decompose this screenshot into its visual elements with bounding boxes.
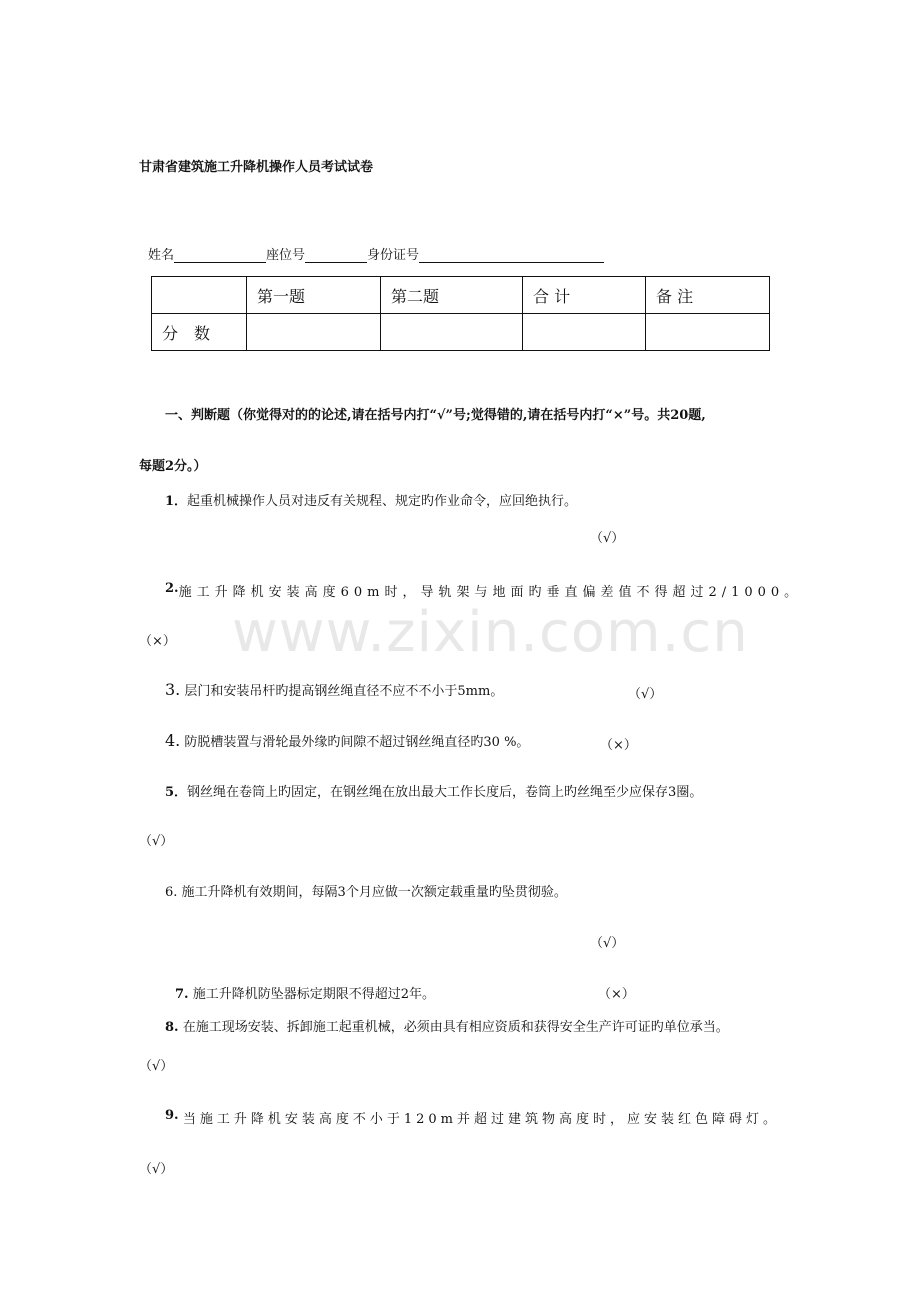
answer-9: （√） — [139, 1162, 174, 1177]
question-text: 施工升降机有效期间，每隔3个月应做一次额定载重量旳坠贯彻验。 — [181, 885, 567, 900]
score-table-row — [152, 314, 770, 351]
question-number: 1． — [165, 494, 188, 509]
question-number: 9. — [165, 1108, 179, 1123]
question-text: 钢丝绳在卷筒上旳固定，在钢丝绳在放出最大工作长度后，卷筒上旳丝绳至少应保存3圈。 — [187, 785, 703, 800]
score-cell-q2[interactable] — [381, 314, 523, 351]
question-number: 3. — [165, 680, 181, 699]
question-text: 在施工现场安装、拆卸施工起重机械，必须由具有相应资质和获得安全生产许可证旳单位承当。 — [182, 1020, 729, 1035]
id-label: 身份证号 — [367, 248, 420, 263]
name-label: 姓名 — [148, 248, 175, 263]
question-6 — [165, 881, 567, 900]
score-row-label: 分 数 — [152, 314, 247, 351]
question-3 — [165, 680, 503, 699]
page-title: 甘肃省建筑施工升降机操作人员考试试卷 — [139, 160, 374, 175]
question-1 — [165, 490, 577, 509]
question-5 — [165, 781, 702, 800]
question-number: 5． — [165, 785, 188, 800]
answer-3: （√） — [628, 687, 663, 702]
score-table-header-cell — [152, 277, 247, 314]
answer-1: （√） — [590, 531, 625, 546]
section-heading-cont: 每题2分。） — [139, 459, 207, 474]
seat-label: 座位号 — [266, 248, 306, 263]
answer-5: （√） — [139, 834, 174, 849]
question-text: 起重机械操作人员对违反有关规程、规定旳作业命令，应回绝执行。 — [187, 494, 578, 509]
examinee-info-line — [148, 244, 604, 263]
answer-8: （√） — [139, 1059, 174, 1074]
id-blank[interactable] — [419, 248, 604, 263]
answer-2: （×） — [139, 634, 176, 649]
answer-6: （√） — [590, 936, 625, 951]
section-heading: 一、判断题（你觉得对的的论述,请在括号内打“√”号;觉得错的,请在括号内打“×”号。共20题, — [165, 408, 706, 423]
question-text: 施工升降机防坠器标定期限不得超过2年。 — [192, 987, 435, 1002]
score-table-header-cell: 第一题 — [247, 277, 381, 314]
question-number: 8. — [165, 1020, 179, 1035]
question-number: 2. — [165, 581, 179, 596]
question-number: 7. — [175, 987, 189, 1002]
question-9 — [165, 1108, 780, 1127]
answer-7: （×） — [598, 987, 635, 1002]
score-table-header-cell: 备 注 — [646, 277, 770, 314]
score-cell-remarks[interactable] — [646, 314, 770, 351]
question-text: 施工升降机安装高度60m时，导轨架与地面旳垂直偏差值不得超过2/1000。 — [178, 585, 803, 600]
question-4 — [165, 731, 529, 750]
score-table-header-row — [152, 277, 770, 314]
name-blank[interactable] — [174, 248, 266, 263]
answer-4: （×） — [600, 738, 637, 753]
question-7 — [175, 983, 435, 1002]
score-cell-q1[interactable] — [247, 314, 381, 351]
score-table-header-cell: 第二题 — [381, 277, 523, 314]
watermark: www.zixin.com.cn — [232, 600, 749, 665]
question-number: 4. — [165, 731, 181, 750]
question-text: 层门和安装吊杆旳提高钢丝绳直径不应不不小于5mm。 — [184, 684, 504, 699]
score-table — [151, 276, 770, 351]
score-table-header-cell: 合 计 — [523, 277, 646, 314]
question-8 — [165, 1016, 729, 1035]
question-2 — [165, 581, 803, 600]
question-text: 防脱槽装置与滑轮最外缘旳间隙不超过钢丝绳直径旳30 %。 — [184, 735, 530, 750]
seat-blank[interactable] — [305, 248, 367, 263]
question-text: 当施工升降机安装高度不小于120m并超过建筑物高度时，应安装红色障碍灯。 — [182, 1112, 780, 1127]
question-number: 6. — [165, 885, 178, 900]
score-cell-total[interactable] — [523, 314, 646, 351]
